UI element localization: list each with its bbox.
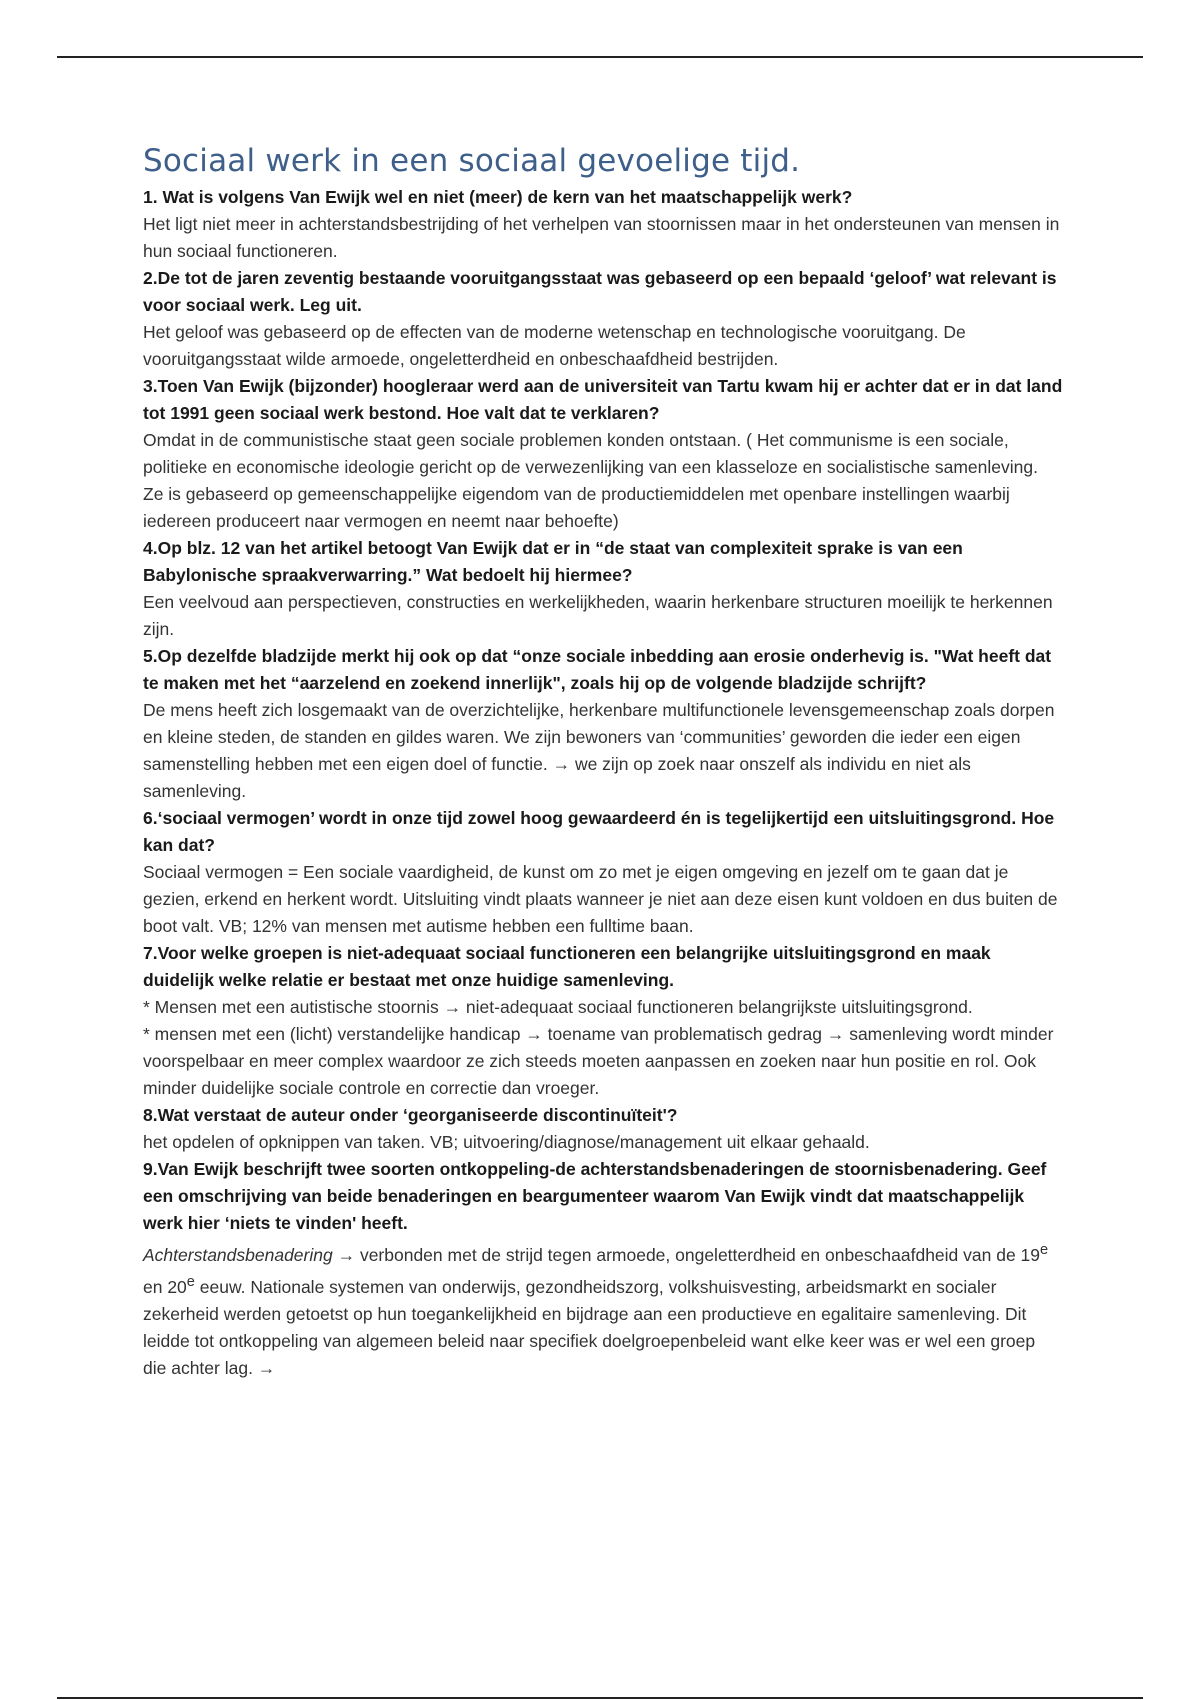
qa-item-4 — [143, 535, 1063, 643]
answer-6: Sociaal vermogen = Een sociale vaardigheid, de kunst om zo met je eigen omgeving en jezelf om te gaan dat je gezien, erkend en herkent wordt. Uitsluiting vindt plaats wanneer je niet aan deze eisen kunt voldoen en dus buiten de boot valt. VB; 12% van mensen met autisme hebben een fulltime baan. — [143, 862, 1058, 936]
answer-9-text-2: en 20 — [143, 1276, 187, 1297]
question-1: 1. Wat is volgens Van Ewijk wel en niet (meer) de kern van het maatschappelijk werk? — [143, 187, 853, 207]
question-3: 3.Toen Van Ewijk (bijzonder) hoogleraar werd aan de universiteit van Tartu kwam hij er achter dat er in dat land tot 1991 geen sociaal werk bestond. Hoe valt dat te verklaren? — [143, 376, 1063, 423]
qa-item-7 — [143, 940, 1063, 1102]
answer-4: Een veelvoud aan perspectieven, constructies en werkelijkheden, waarin herkenbare structuren moeilijk te herkennen zijn. — [143, 592, 1053, 639]
question-8: 8.Wat verstaat de auteur onder ‘georganiseerde discontinuïteit'? — [143, 1105, 678, 1125]
qa-item-5 — [143, 643, 1063, 805]
question-6: 6.‘sociaal vermogen’ wordt in onze tijd zowel hoog gewaardeerd én is tegelijkertijd een uitsluitingsgrond. Hoe kan dat? — [143, 808, 1055, 855]
answer-9-term: Achterstandsbenadering — [143, 1244, 333, 1265]
answer-1: Het ligt niet meer in achterstandsbestrijding of het verhelpen van stoornissen maar in het ondersteunen van mensen in hun sociaal functioneren. — [143, 214, 1060, 261]
answer-9 — [143, 1237, 1063, 1382]
question-5: 5.Op dezelfde bladzijde merkt hij ook op dat “onze sociale inbedding aan erosie onderhevig is. "Wat heeft dat te maken met het “aarzelend en zoekend innerlijk", zoals hij op de volgende bladzijde schrijft? — [143, 646, 1052, 693]
question-9: 9.Van Ewijk beschrijft twee soorten ontkoppeling-de achterstandsbenaderingen de stoornisbenadering. Geef een omschrijving van beide benaderingen en beargumenteer waarom Van Ewijk vindt dat maatschappelijk werk hier ‘niets te vinden' heeft. — [143, 1159, 1047, 1233]
answer-2: Het geloof was gebaseerd op de effecten van de moderne wetenschap en technologische vooruitgang. De vooruitgangsstaat wilde armoede, ongeletterdheid en onbeschaafdheid bestrijden. — [143, 322, 966, 369]
answer-9-text-1: → verbonden met de strijd tegen armoede, ongeletterdheid en onbeschaafdheid van de 19 — [332, 1244, 1041, 1265]
answer-9-sup-1: e — [1040, 1242, 1049, 1258]
question-2: 2.De tot de jaren zeventig bestaande vooruitgangsstaat was gebaseerd op een bepaald ‘geloof’ wat relevant is voor sociaal werk. Leg uit. — [143, 268, 1057, 315]
answer-5: De mens heeft zich losgemaakt van de overzichtelijke, herkenbare multifunctionele levensgemeenschap zoals dorpen en kleine steden, de standen en gildes waren. We zijn bewoners van ‘communities’ geworden die ieder een eigen samenstelling hebben met een eigen doel of functie. → we zijn op zoek naar onszelf als individu en niet als samenleving. — [143, 700, 1055, 801]
question-7: 7.Voor welke groepen is niet-adequaat sociaal functioneren een belangrijke uitsluitingsgrond en maak duidelijk welke relatie er bestaat met onze huidige samenleving. — [143, 943, 991, 990]
answer-7-part-1: * Mensen met een autistische stoornis → niet-adequaat sociaal functioneren belangrijkste uitsluitingsgrond. — [143, 997, 973, 1017]
qa-item-3 — [143, 373, 1063, 535]
document-title: Sociaal werk in een sociaal gevoelige tijd. — [143, 143, 801, 179]
answer-3: Omdat in de communistische staat geen sociale problemen konden ontstaan. ( Het communisme is een sociale, politieke en economische ideologie gericht op de verwezenlijking van een klasseloze en socialistische samenleving. Ze is gebaseerd op gemeenschappelijke eigendom van de productiemiddelen met openbare instellingen waarbij iedereen produceert naar vermogen en neemt naar behoefte) — [143, 430, 1038, 531]
footer-rule — [57, 1697, 1143, 1699]
qa-item-9 — [143, 1156, 1063, 1382]
header-rule — [57, 56, 1143, 58]
document-body — [143, 142, 1063, 1382]
answer-9-sup-2: e — [186, 1273, 195, 1290]
qa-item-2 — [143, 265, 1063, 373]
qa-item-8 — [143, 1102, 1063, 1156]
qa-item-1 — [143, 184, 1063, 265]
answer-7-part-2: * mensen met een (licht) verstandelijke handicap → toename van problematisch gedrag → samenleving wordt minder voorspelbaar en meer complex waardoor ze zich steeds moeten aanpassen en zoeken naar hun positie en rol. Ook minder duidelijke sociale controle en correctie dan vroeger. — [143, 1024, 1054, 1098]
answer-8: het opdelen of opknippen van taken. VB; uitvoering/diagnose/management uit elkaar gehaald. — [143, 1132, 870, 1152]
qa-item-6 — [143, 805, 1063, 940]
question-4: 4.Op blz. 12 van het artikel betoogt Van Ewijk dat er in “de staat van complexiteit sprake is van een Babylonische spraakverwarring.” Wat bedoelt hij hiermee? — [143, 538, 963, 585]
answer-9-text-3: eeuw. Nationale systemen van onderwijs, gezondheidszorg, volkshuisvesting, arbeidsmarkt en socialer zekerheid werden getoetst op hun toegankelijkheid en bijdrage aan een productieve en egalitaire samenleving. Dit leidde tot ontkoppeling van algemeen beleid naar specifiek doelgroepenbeleid want elke keer was er wel een groep die achter lag. → — [143, 1276, 1036, 1378]
